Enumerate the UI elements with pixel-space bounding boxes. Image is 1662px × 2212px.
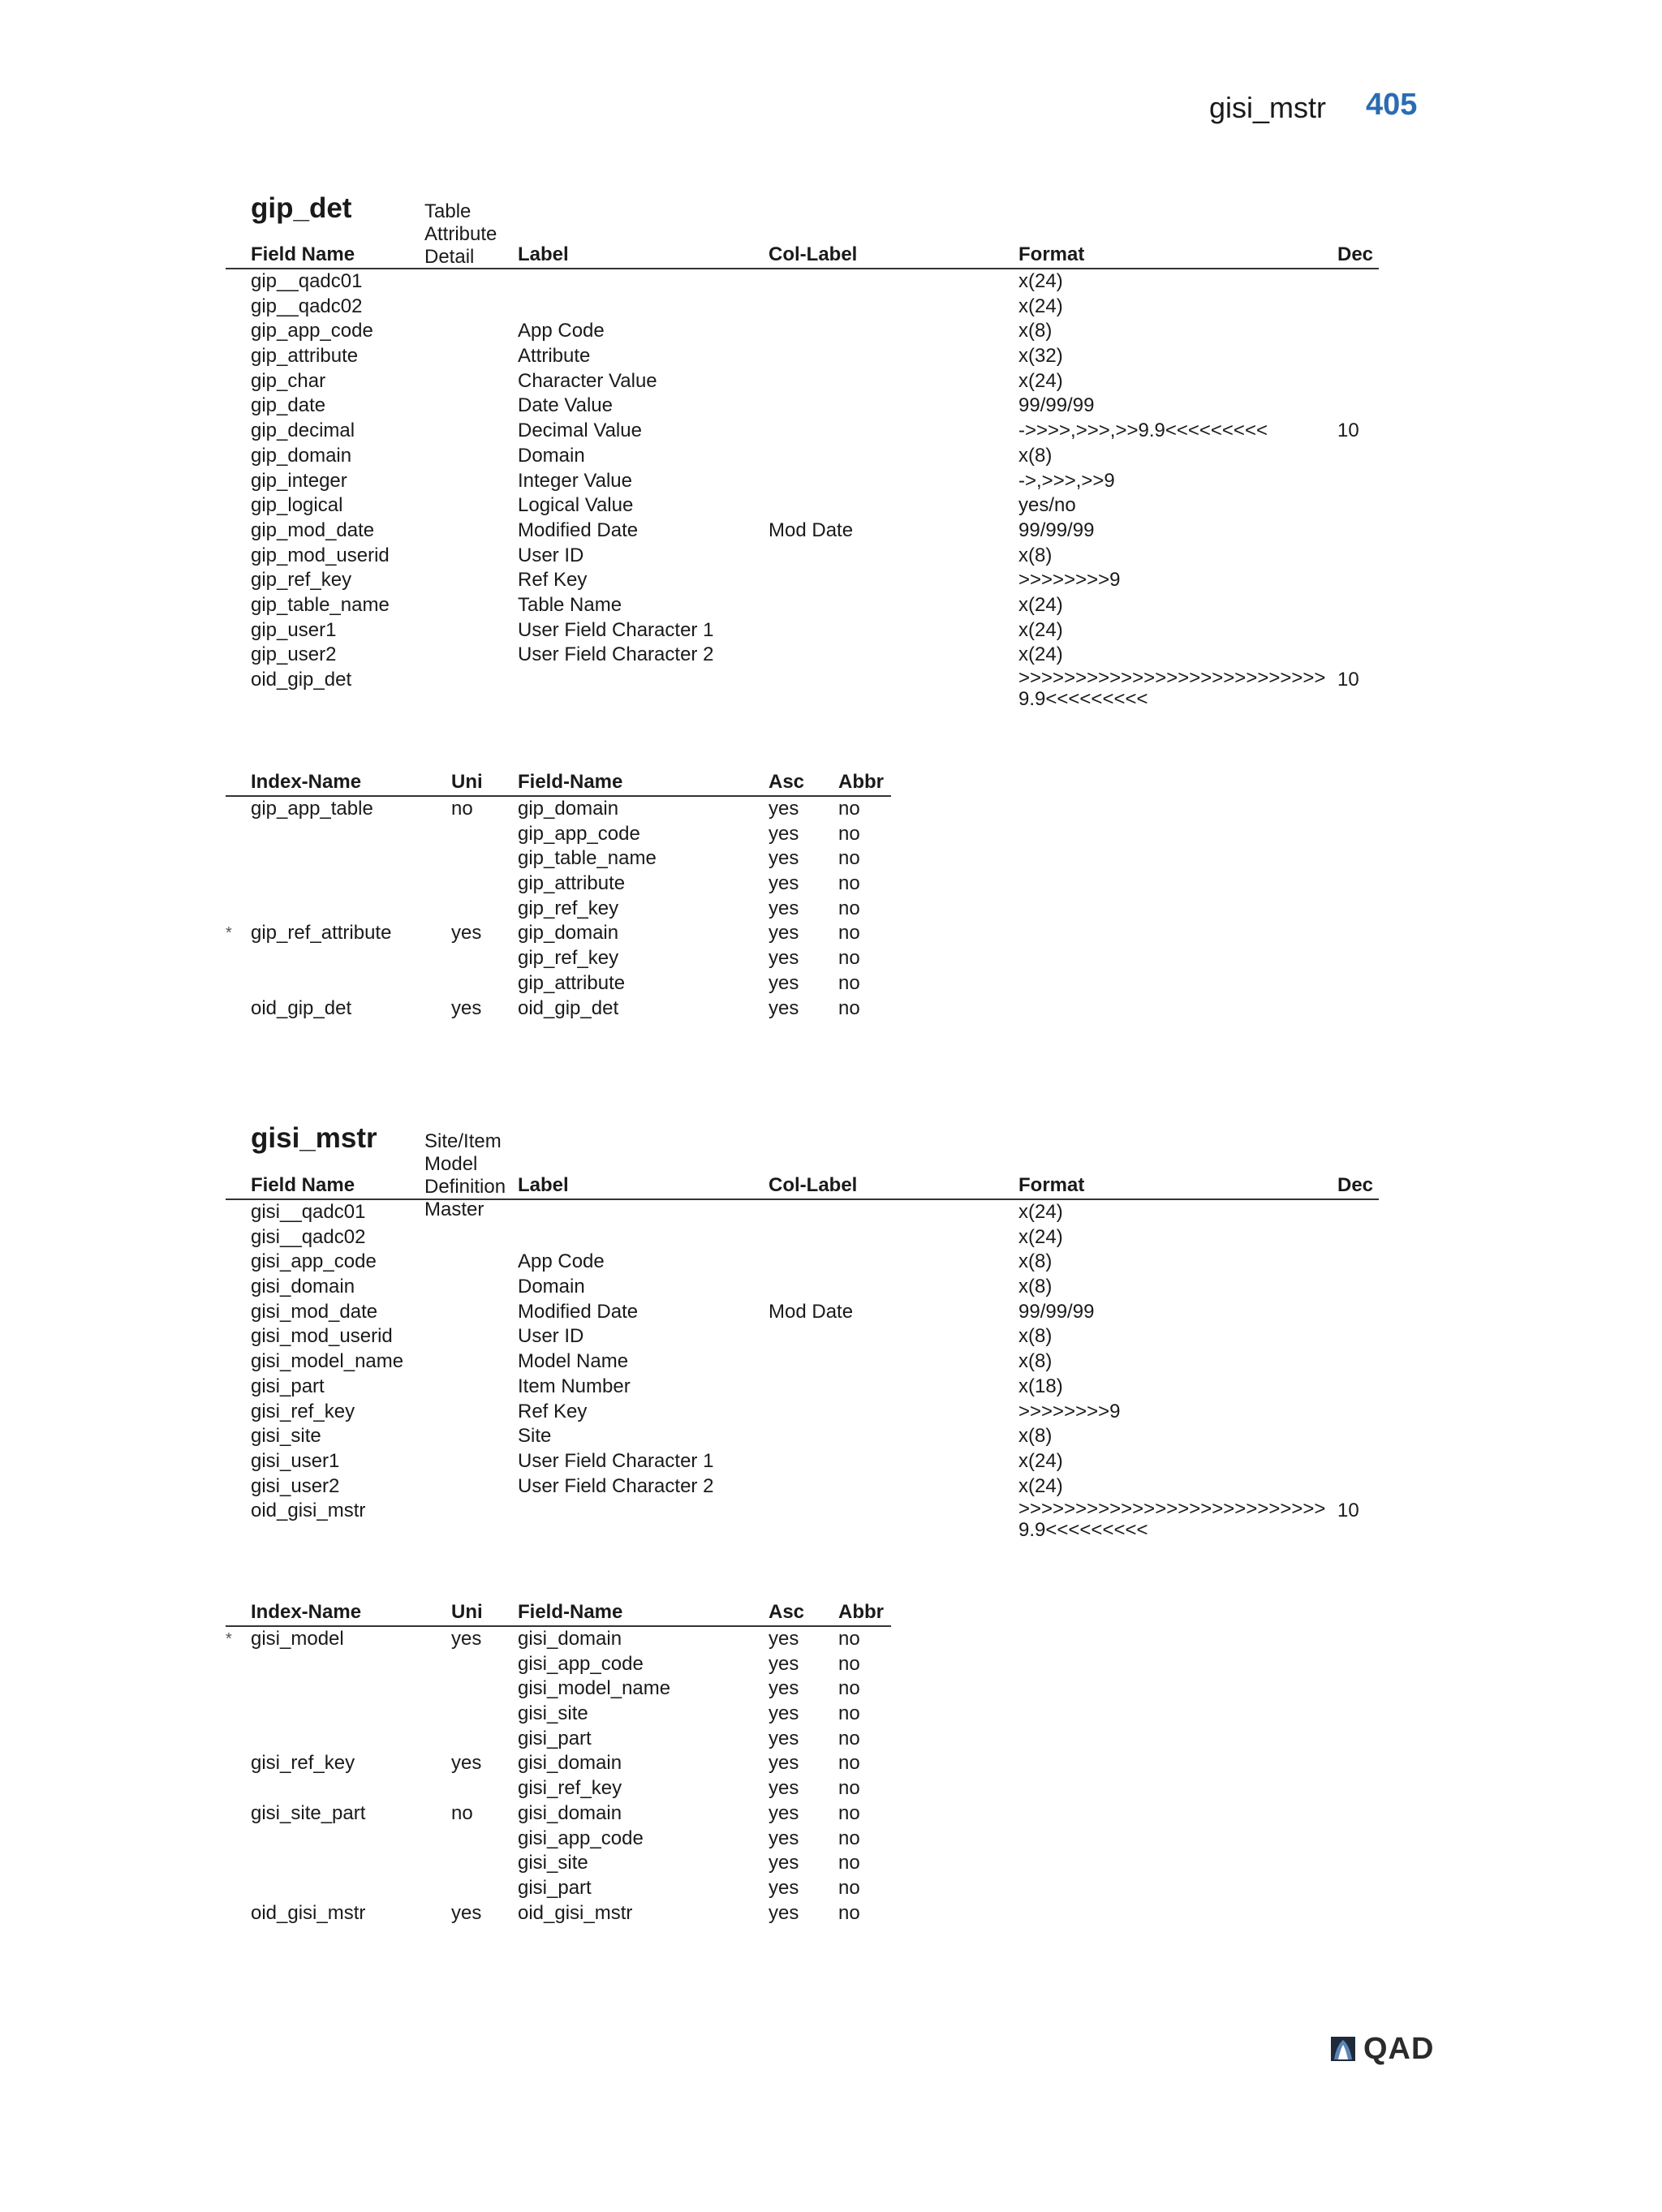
index-field-name: gisi_model_name	[518, 1677, 671, 1700]
field-col-label: Mod Date	[769, 519, 854, 541]
field-row	[226, 444, 1379, 469]
field-row	[226, 1324, 1379, 1349]
index-abbreviated: no	[838, 1652, 860, 1675]
field-format: 99/99/99	[1018, 394, 1095, 417]
header-label: Label	[518, 1174, 569, 1196]
page-number: 405	[1366, 88, 1418, 122]
index-field-name: gip_ref_key	[518, 897, 619, 919]
table-description: Site/Item Model Definition Master	[424, 1130, 506, 1220]
index-field-name: gisi_site	[518, 1852, 588, 1874]
index-field-name: gip_table_name	[518, 847, 657, 870]
index-field-name: gisi_ref_key	[518, 1777, 622, 1800]
header-uni: Uni	[451, 1601, 483, 1623]
field-format: x(24)	[1018, 270, 1063, 292]
index-row	[226, 897, 891, 922]
index-abbreviated: no	[838, 1852, 860, 1874]
field-label: Site	[518, 1425, 552, 1448]
index-row	[226, 1727, 891, 1752]
field-format: x(24)	[1018, 1225, 1063, 1248]
field-name: gisi_user1	[251, 1449, 340, 1472]
field-label: Domain	[518, 444, 585, 467]
index-ascending: yes	[769, 1752, 799, 1775]
field-label: Modified Date	[518, 519, 639, 541]
index-abbreviated: no	[838, 971, 860, 994]
field-row	[226, 493, 1379, 519]
field-format: ->>>>,>>>,>>9.9<<<<<<<<<	[1018, 420, 1268, 442]
field-format: >>>>>>>>9	[1018, 569, 1121, 592]
field-name: gip_char	[251, 369, 326, 392]
header-dec: Dec	[1337, 243, 1374, 265]
field-format: x(8)	[1018, 444, 1053, 467]
field-row	[226, 1375, 1379, 1400]
field-row	[226, 295, 1379, 320]
field-label: Attribute	[518, 345, 591, 368]
index-row	[226, 797, 891, 822]
index-field-name: gisi_domain	[518, 1628, 622, 1650]
index-abbreviated: no	[838, 996, 860, 1019]
index-row	[226, 822, 891, 847]
index-ascending: yes	[769, 1827, 799, 1849]
field-row	[226, 1449, 1379, 1474]
index-table-header	[226, 771, 891, 797]
header-abbr: Abbr	[838, 771, 884, 793]
field-format: 99/99/99	[1018, 1300, 1095, 1323]
field-name: gisi__qadc01	[251, 1201, 366, 1223]
index-name: gip_app_table	[251, 798, 373, 820]
table-description: Table Attribute Detail	[424, 200, 497, 268]
field-name: oid_gip_det	[251, 669, 352, 691]
field-row	[226, 1250, 1379, 1275]
header-asc: Asc	[769, 1601, 805, 1623]
field-name: gip_integer	[251, 469, 347, 492]
field-row	[226, 618, 1379, 643]
field-name: gip__qadc01	[251, 270, 363, 292]
index-ascending: yes	[769, 971, 799, 994]
index-field-name: gip_domain	[518, 922, 619, 945]
field-format: x(24)	[1018, 295, 1063, 317]
field-format: >>>>>>>>9	[1018, 1400, 1121, 1422]
index-unique: yes	[451, 1752, 482, 1775]
field-row	[226, 394, 1379, 419]
field-row	[226, 1499, 1379, 1548]
index-ascending: yes	[769, 996, 799, 1019]
field-format: x(32)	[1018, 345, 1063, 368]
index-abbreviated: no	[838, 1628, 860, 1650]
table-name: gisi_mstr	[251, 1122, 377, 1154]
index-row	[226, 921, 891, 946]
field-table	[226, 243, 1379, 717]
header-field-name: Field-Name	[518, 1601, 623, 1623]
field-name: gip_mod_userid	[251, 544, 390, 566]
header-label: Label	[518, 243, 569, 265]
field-name: gisi_mod_userid	[251, 1325, 393, 1348]
field-format: x(8)	[1018, 1425, 1053, 1448]
index-row	[226, 1676, 891, 1702]
field-name: gisi_domain	[251, 1276, 355, 1298]
field-label: Ref Key	[518, 1400, 588, 1422]
header-field-name: Field Name	[251, 1174, 355, 1196]
header-dec: Dec	[1337, 1174, 1374, 1196]
index-row	[226, 871, 891, 897]
index-ascending: yes	[769, 1852, 799, 1874]
field-name: gip_attribute	[251, 345, 359, 368]
index-ascending: yes	[769, 1727, 799, 1749]
index-ascending: yes	[769, 1801, 799, 1824]
field-row	[226, 1349, 1379, 1375]
index-ascending: yes	[769, 1677, 799, 1700]
field-row	[226, 419, 1379, 444]
field-label: Integer Value	[518, 469, 632, 492]
field-table-header	[226, 1174, 1379, 1200]
field-row	[226, 319, 1379, 344]
field-label: Model Name	[518, 1350, 629, 1373]
field-label: Item Number	[518, 1375, 631, 1397]
index-abbreviated: no	[838, 922, 860, 945]
field-row	[226, 269, 1379, 295]
index-name: oid_gisi_mstr	[251, 1901, 366, 1924]
index-abbreviated: no	[838, 1677, 860, 1700]
index-row	[226, 1751, 891, 1776]
index-abbreviated: no	[838, 947, 860, 970]
field-row	[226, 519, 1379, 544]
index-row	[226, 1776, 891, 1801]
index-ascending: yes	[769, 1628, 799, 1650]
field-name: gisi_ref_key	[251, 1400, 355, 1422]
header-field-name: Field Name	[251, 243, 355, 265]
index-row	[226, 1827, 891, 1852]
field-name: gisi_model_name	[251, 1350, 404, 1373]
index-field-name: gisi_domain	[518, 1801, 622, 1824]
field-format: x(8)	[1018, 1276, 1053, 1298]
field-format: x(24)	[1018, 1449, 1063, 1472]
field-label: Character Value	[518, 369, 657, 392]
field-format: >>>>>>>>>>>>>>>>>>>>>>>>>>>9.9<<<<<<<<<	[1018, 667, 1326, 710]
header-abbr: Abbr	[838, 1601, 884, 1623]
field-row	[226, 643, 1379, 668]
header-index-name: Index-Name	[251, 1601, 362, 1623]
index-row	[226, 946, 891, 971]
field-name: gip_date	[251, 394, 326, 417]
field-row	[226, 1225, 1379, 1250]
running-head-title: gisi_mstr	[1209, 91, 1327, 124]
index-row	[226, 1702, 891, 1727]
index-ascending: yes	[769, 1876, 799, 1899]
field-format: x(24)	[1018, 369, 1063, 392]
field-format: yes/no	[1018, 494, 1076, 517]
index-table	[226, 1601, 891, 1926]
field-label: App Code	[518, 1250, 605, 1273]
field-name: gip_app_code	[251, 320, 373, 342]
index-ascending: yes	[769, 847, 799, 870]
field-name: gisi_mod_date	[251, 1300, 378, 1323]
index-field-name: gip_app_code	[518, 822, 640, 845]
index-row	[226, 1851, 891, 1876]
header-col-label: Col-Label	[769, 243, 858, 265]
field-name: gip_user1	[251, 618, 337, 641]
index-ascending: yes	[769, 1901, 799, 1924]
index-abbreviated: no	[838, 897, 860, 919]
field-table	[226, 1174, 1379, 1548]
index-abbreviated: no	[838, 822, 860, 845]
header-col-label: Col-Label	[769, 1174, 858, 1196]
field-row	[226, 1474, 1379, 1500]
field-row	[226, 593, 1379, 618]
field-label: User ID	[518, 544, 584, 566]
index-unique: yes	[451, 1628, 482, 1650]
index-field-name: gisi_app_code	[518, 1652, 644, 1675]
field-name: gip_mod_date	[251, 519, 375, 541]
field-format: ->,>>>,>>9	[1018, 469, 1115, 492]
header-format: Format	[1018, 1174, 1085, 1196]
header-format: Format	[1018, 243, 1085, 265]
field-label: App Code	[518, 320, 605, 342]
index-abbreviated: no	[838, 1827, 860, 1849]
primary-index-marker: *	[226, 1630, 232, 1648]
field-row	[226, 1300, 1379, 1325]
field-format: x(8)	[1018, 320, 1053, 342]
index-ascending: yes	[769, 1702, 799, 1725]
field-format: x(18)	[1018, 1375, 1063, 1397]
field-row	[226, 1200, 1379, 1225]
field-label: User Field Character 2	[518, 1474, 714, 1497]
field-format: x(8)	[1018, 1325, 1053, 1348]
header-field-name: Field-Name	[518, 771, 623, 793]
index-name: gisi_site_part	[251, 1801, 366, 1824]
index-name: gisi_model	[251, 1628, 344, 1650]
index-unique: no	[451, 1801, 473, 1824]
running-head	[1209, 88, 1445, 128]
field-label: User Field Character 2	[518, 643, 714, 666]
index-field-name: oid_gip_det	[518, 996, 619, 1019]
field-label: Logical Value	[518, 494, 634, 517]
index-ascending: yes	[769, 947, 799, 970]
field-name: gisi__qadc02	[251, 1225, 366, 1248]
field-row	[226, 568, 1379, 593]
field-dec: 10	[1337, 669, 1359, 691]
field-name: gip_user2	[251, 643, 337, 666]
field-format: x(24)	[1018, 643, 1063, 666]
index-field-name: gip_domain	[518, 798, 619, 820]
index-row	[226, 846, 891, 871]
index-table-header	[226, 1601, 891, 1627]
field-format: x(8)	[1018, 1250, 1053, 1273]
table-name: gip_det	[251, 192, 352, 224]
field-name: gip_decimal	[251, 420, 355, 442]
index-abbreviated: no	[838, 1777, 860, 1800]
index-ascending: yes	[769, 897, 799, 919]
field-dec: 10	[1337, 1500, 1359, 1522]
field-format: 99/99/99	[1018, 519, 1095, 541]
field-row	[226, 469, 1379, 494]
field-row	[226, 344, 1379, 369]
index-row	[226, 1801, 891, 1827]
index-field-name: gip_attribute	[518, 971, 626, 994]
index-row	[226, 996, 891, 1022]
field-row	[226, 1400, 1379, 1425]
field-name: gip_logical	[251, 494, 343, 517]
index-ascending: yes	[769, 922, 799, 945]
field-label: User Field Character 1	[518, 1449, 714, 1472]
qad-logo	[1328, 2033, 1449, 2066]
index-abbreviated: no	[838, 1876, 860, 1899]
index-name: oid_gip_det	[251, 996, 352, 1019]
field-format: x(8)	[1018, 544, 1053, 566]
index-row	[226, 1901, 891, 1926]
index-ascending: yes	[769, 1652, 799, 1675]
field-label: Table Name	[518, 593, 622, 616]
primary-index-marker: *	[226, 924, 232, 943]
field-label: Date Value	[518, 394, 613, 417]
field-name: gisi_site	[251, 1425, 321, 1448]
field-format: x(24)	[1018, 593, 1063, 616]
field-format: x(8)	[1018, 1350, 1053, 1373]
index-ascending: yes	[769, 1777, 799, 1800]
field-table-header	[226, 243, 1379, 269]
field-format: x(24)	[1018, 1201, 1063, 1223]
index-unique: no	[451, 798, 473, 820]
index-field-name: gisi_part	[518, 1727, 592, 1749]
index-row	[226, 1876, 891, 1901]
index-row	[226, 1627, 891, 1652]
field-col-label: Mod Date	[769, 1300, 854, 1323]
index-field-name: gip_attribute	[518, 872, 626, 895]
field-format: >>>>>>>>>>>>>>>>>>>>>>>>>>>9.9<<<<<<<<<	[1018, 1498, 1326, 1542]
index-field-name: gisi_part	[518, 1876, 592, 1899]
field-label: Modified Date	[518, 1300, 639, 1323]
index-abbreviated: no	[838, 1727, 860, 1749]
field-format: x(24)	[1018, 618, 1063, 641]
field-dec: 10	[1337, 420, 1359, 442]
qad-logo-text: QAD	[1363, 2032, 1435, 2066]
field-name: gisi_app_code	[251, 1250, 377, 1273]
index-field-name: gisi_site	[518, 1702, 588, 1725]
index-abbreviated: no	[838, 1752, 860, 1775]
field-name: gip__qadc02	[251, 295, 363, 317]
index-field-name: oid_gisi_mstr	[518, 1901, 633, 1924]
index-ascending: yes	[769, 872, 799, 895]
index-field-name: gisi_app_code	[518, 1827, 644, 1849]
index-field-name: gip_ref_key	[518, 947, 619, 970]
header-asc: Asc	[769, 771, 805, 793]
index-abbreviated: no	[838, 847, 860, 870]
field-name: gip_domain	[251, 444, 352, 467]
field-label: Domain	[518, 1276, 585, 1298]
index-row	[226, 971, 891, 996]
field-label: User ID	[518, 1325, 584, 1348]
header-uni: Uni	[451, 771, 483, 793]
field-name: gip_ref_key	[251, 569, 352, 592]
index-unique: yes	[451, 1901, 482, 1924]
field-name: gip_table_name	[251, 593, 390, 616]
field-row	[226, 1275, 1379, 1300]
index-name: gisi_ref_key	[251, 1752, 355, 1775]
index-abbreviated: no	[838, 798, 860, 820]
field-row	[226, 544, 1379, 569]
field-label: User Field Character 1	[518, 618, 714, 641]
index-row	[226, 1652, 891, 1677]
header-index-name: Index-Name	[251, 771, 362, 793]
index-unique: yes	[451, 996, 482, 1019]
index-abbreviated: no	[838, 1801, 860, 1824]
index-ascending: yes	[769, 822, 799, 845]
field-label: Ref Key	[518, 569, 588, 592]
field-row	[226, 1424, 1379, 1449]
index-abbreviated: no	[838, 872, 860, 895]
index-abbreviated: no	[838, 1702, 860, 1725]
field-name: gisi_user2	[251, 1474, 340, 1497]
index-unique: yes	[451, 922, 482, 945]
index-table	[226, 771, 891, 1021]
field-name: oid_gisi_mstr	[251, 1500, 366, 1522]
field-name: gisi_part	[251, 1375, 325, 1397]
field-format: x(24)	[1018, 1474, 1063, 1497]
index-field-name: gisi_domain	[518, 1752, 622, 1775]
qad-logo-mark-icon	[1328, 2035, 1358, 2063]
index-name: gip_ref_attribute	[251, 922, 392, 945]
index-abbreviated: no	[838, 1901, 860, 1924]
field-row	[226, 369, 1379, 394]
index-ascending: yes	[769, 798, 799, 820]
field-row	[226, 668, 1379, 717]
field-label: Decimal Value	[518, 420, 642, 442]
